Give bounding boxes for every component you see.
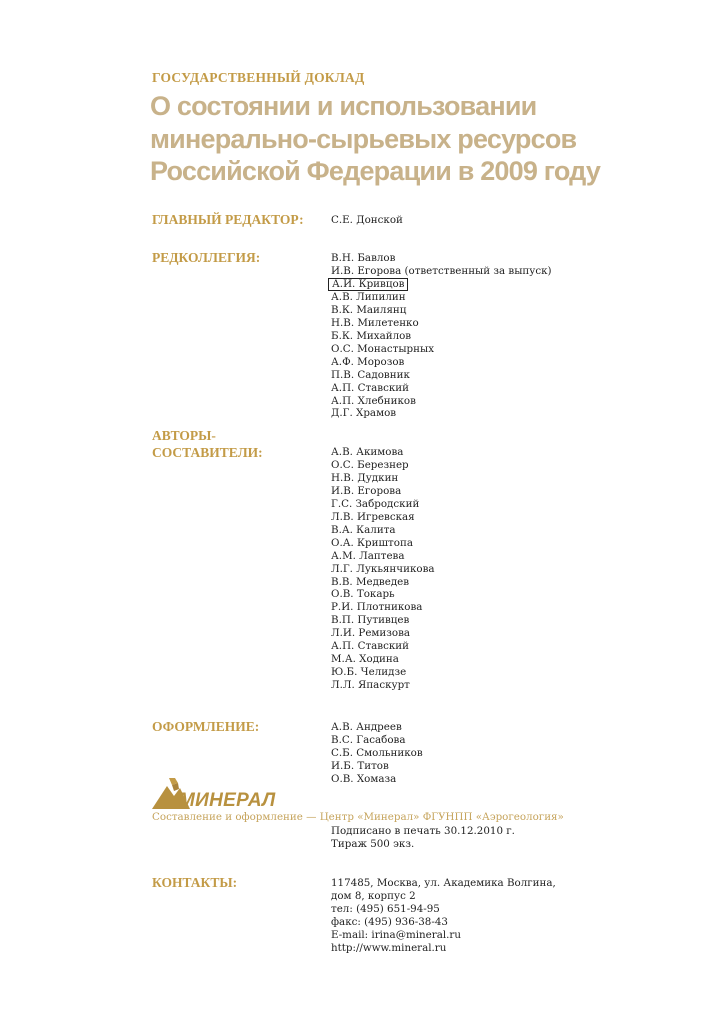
list-item: Н.В. Милетенко <box>331 316 419 329</box>
address-line: 117485, Москва, ул. Академика Волгина, <box>331 877 556 889</box>
list-item: В.К. Маилянц <box>331 303 407 316</box>
list-item: О.В. Хомаза <box>331 772 397 785</box>
list-item: О.С. Монастырных <box>331 342 434 355</box>
list-item: Л.Г. Лукьянчикова <box>331 562 435 575</box>
authors-list <box>331 446 435 692</box>
print-info-line: Тираж 500 экз. <box>331 837 415 850</box>
list-item: М.А. Ходина <box>331 653 399 666</box>
list-item: П.В. Садовник <box>331 368 410 381</box>
editorial-board-label: РЕДКОЛЛЕГИЯ: <box>152 250 261 265</box>
list-item <box>331 278 552 291</box>
website: http://www.mineral.ru <box>331 941 447 954</box>
list-item: И.Б. Титов <box>331 759 389 772</box>
title-line: Российской Федерации в 2009 году <box>150 156 601 186</box>
list-item: В.С. Гасабова <box>331 733 406 746</box>
list-item: О.А. Криштопа <box>331 536 413 549</box>
list-item: В.В. Медведев <box>331 575 410 588</box>
authors-label <box>152 428 263 460</box>
list-item: В.П. Путивцев <box>331 614 410 627</box>
list-item: Н.В. Дудкин <box>331 471 399 484</box>
list-item: Ю.Б. Челидзе <box>331 666 407 679</box>
fax: факс: (495) 936-38-43 <box>331 915 448 928</box>
list-item: В.А. Калита <box>331 523 396 536</box>
production-credit: Составление и оформление — Центр «Минерал» ФГУНПП «Аэрогеология» <box>152 811 564 823</box>
list-item: С.Б. Смольников <box>331 746 423 759</box>
highlighted-name: А.И. Кривцов <box>328 278 408 291</box>
mineral-logo-text: МИНЕРАЛ <box>179 790 276 811</box>
design-label: ОФОРМЛЕНИЕ: <box>152 719 260 734</box>
chief-editor-label: ГЛАВНЫЙ РЕДАКТОР: <box>152 212 304 227</box>
list-item: Л.И. Ремизова <box>331 627 411 640</box>
list-item: Л.Л. Япаскурт <box>331 679 410 692</box>
chief-editor-name <box>331 214 403 227</box>
list-item: А.П. Ставский <box>331 381 410 394</box>
title-line: минерально-сырьевых ресурсов <box>150 123 577 154</box>
contacts-block <box>331 877 556 955</box>
title-line: О состоянии и использовании <box>150 91 537 121</box>
phone: тел: (495) 651-94-95 <box>331 902 440 915</box>
authors-label-line: АВТОРЫ- <box>152 428 216 443</box>
print-info <box>331 825 515 851</box>
list-item: И.В. Егорова (ответственный за выпуск) <box>331 264 552 277</box>
person-name: С.Е. Донской <box>331 214 403 226</box>
list-item: О.В. Токарь <box>331 588 395 601</box>
list-item: А.П. Хлебников <box>331 394 416 407</box>
list-item: Г.С. Забродский <box>331 497 420 510</box>
list-item: А.В. Липилин <box>331 290 406 303</box>
list-item: Д.Г. Храмов <box>331 407 397 420</box>
list-item: А.В. Акимова <box>331 446 404 458</box>
list-item: Л.В. Игревская <box>331 510 415 523</box>
list-item: В.Н. Бавлов <box>331 252 396 264</box>
list-item: А.П. Ставский <box>331 640 410 653</box>
report-type-heading: ГОСУДАРСТВЕННЫЙ ДОКЛАД <box>152 70 365 85</box>
list-item: О.С. Березнер <box>331 458 409 471</box>
list-item: Р.И. Плотникова <box>331 601 423 614</box>
list-item: И.В. Егорова <box>331 484 402 497</box>
email: E-mail: irina@mineral.ru <box>331 928 461 941</box>
editorial-board-list <box>331 252 552 420</box>
list-item: А.Ф. Морозов <box>331 355 405 368</box>
list-item: А.В. Андреев <box>331 721 402 733</box>
report-title <box>150 90 710 188</box>
list-item: Б.К. Михайлов <box>331 329 412 342</box>
address-line: дом 8, корпус 2 <box>331 889 416 902</box>
print-info-line: Подписано в печать 30.12.2010 г. <box>331 825 515 837</box>
authors-label-line: СОСТАВИТЕЛИ: <box>152 445 263 460</box>
list-item: А.М. Лаптева <box>331 549 405 562</box>
design-list <box>331 721 423 786</box>
contacts-label: КОНТАКТЫ: <box>152 875 238 890</box>
